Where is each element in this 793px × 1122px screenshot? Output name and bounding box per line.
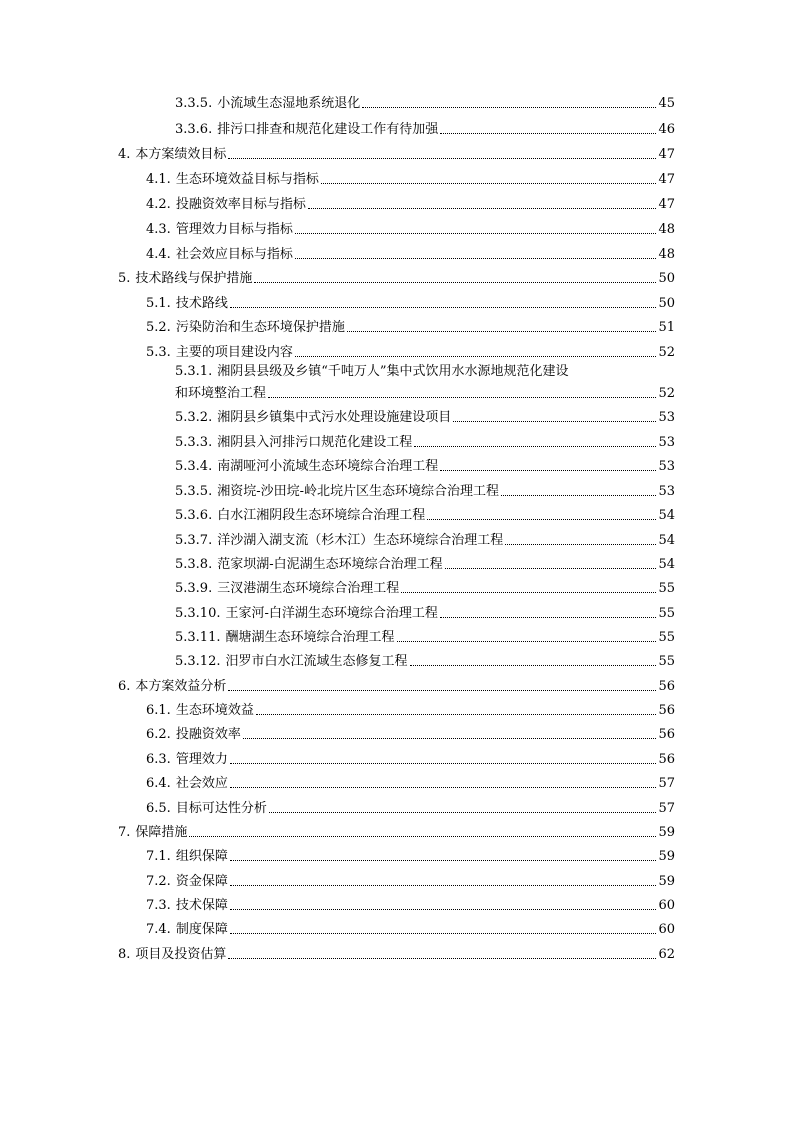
toc-page-number: 59 bbox=[658, 825, 675, 840]
toc-page-number: 56 bbox=[658, 703, 675, 718]
toc-title: 社会效应 bbox=[175, 776, 228, 791]
toc-page-number: 55 bbox=[658, 630, 675, 645]
toc-title: 技术保障 bbox=[175, 898, 228, 913]
toc-entry-6[interactable] bbox=[118, 675, 675, 695]
toc-title: 本方案绩效目标 bbox=[135, 147, 227, 162]
toc-title: 白水江湘阴段生态环境综合治理工程 bbox=[217, 508, 426, 523]
dot-leader bbox=[453, 421, 656, 422]
toc-entry-5-3-12[interactable] bbox=[175, 650, 675, 670]
toc-page-number: 59 bbox=[658, 849, 675, 864]
toc-number: 5.3.9. bbox=[175, 581, 213, 596]
toc-page-number: 52 bbox=[658, 386, 675, 401]
toc-number: 3.3.6. bbox=[175, 122, 213, 137]
toc-title: 本方案效益分析 bbox=[135, 679, 227, 694]
toc-number: 5.3.2. bbox=[175, 410, 213, 425]
dot-leader bbox=[230, 787, 657, 788]
toc-number: 5.3.12. bbox=[175, 654, 221, 669]
toc-page-number: 48 bbox=[658, 222, 675, 237]
toc-number: 4. bbox=[118, 147, 131, 162]
dot-leader bbox=[501, 495, 656, 496]
toc-entry-5-3-10[interactable] bbox=[175, 602, 675, 622]
toc-title: 排污口排查和规范化建设工作有待加强 bbox=[217, 122, 439, 137]
dot-leader bbox=[230, 909, 657, 910]
toc-title: 保障措施 bbox=[135, 825, 188, 840]
toc-page-number: 60 bbox=[658, 922, 675, 937]
toc-entry-7-4[interactable] bbox=[146, 918, 675, 938]
toc-page-number: 47 bbox=[658, 172, 675, 187]
toc-entry-5-3-3[interactable] bbox=[175, 431, 675, 451]
toc-number: 5.3.10. bbox=[175, 606, 221, 621]
toc-page-number: 47 bbox=[658, 147, 675, 162]
toc-number: 6.5. bbox=[146, 801, 171, 816]
toc-page-number: 52 bbox=[658, 345, 675, 360]
toc-title-continuation: 和环境整治工程 bbox=[175, 386, 267, 401]
toc-entry-5-3[interactable] bbox=[146, 341, 675, 361]
toc-page-number: 54 bbox=[658, 508, 675, 523]
toc-page-number: 53 bbox=[658, 484, 675, 499]
toc-entry-6-5[interactable] bbox=[146, 797, 675, 817]
toc-title: 制度保障 bbox=[175, 922, 228, 937]
toc-page-number: 60 bbox=[658, 898, 675, 913]
toc-number: 5.3.1. bbox=[175, 364, 213, 379]
toc-entry-4-3[interactable] bbox=[146, 218, 675, 238]
toc-number: 7.3. bbox=[146, 898, 171, 913]
toc-page-number: 56 bbox=[658, 727, 675, 742]
toc-page-number: 48 bbox=[658, 247, 675, 262]
toc-entry-8[interactable] bbox=[118, 943, 675, 963]
toc-number: 6.1. bbox=[146, 703, 171, 718]
toc-number: 7.1. bbox=[146, 849, 171, 864]
toc-entry-5-1[interactable] bbox=[146, 292, 675, 312]
toc-entry-5-3-1-line2[interactable] bbox=[175, 382, 675, 402]
toc-page-number: 62 bbox=[658, 947, 675, 962]
toc-title: 王家河-白洋湖生态环境综合治理工程 bbox=[225, 606, 438, 621]
toc-entry-7[interactable] bbox=[118, 821, 675, 841]
toc-number: 4.3. bbox=[146, 222, 171, 237]
toc-entry-6-4[interactable] bbox=[146, 772, 675, 792]
toc-entry-3-3-5[interactable] bbox=[175, 92, 675, 112]
dot-leader bbox=[295, 356, 657, 357]
toc-title: 管理效力 bbox=[175, 752, 228, 767]
toc-title: 汨罗市白水江流域生态修复工程 bbox=[225, 654, 408, 669]
toc-page-number: 57 bbox=[658, 776, 675, 791]
toc-number: 4.1. bbox=[146, 172, 171, 187]
toc-page-number: 55 bbox=[658, 606, 675, 621]
toc-entry-5-3-8[interactable] bbox=[175, 553, 675, 573]
toc-number: 5.3.4. bbox=[175, 459, 213, 474]
toc-title: 目标可达性分析 bbox=[175, 801, 267, 816]
dot-leader bbox=[308, 208, 657, 209]
toc-number: 7. bbox=[118, 825, 131, 840]
toc-number: 6. bbox=[118, 679, 131, 694]
toc-entry-5-3-11[interactable] bbox=[175, 626, 675, 646]
dot-leader bbox=[362, 107, 656, 108]
toc-number: 6.3. bbox=[146, 752, 171, 767]
toc-title: 湘阴县乡镇集中式污水处理设施建设项目 bbox=[217, 410, 452, 425]
toc-page-number: 46 bbox=[658, 122, 675, 137]
toc-number: 6.2. bbox=[146, 727, 171, 742]
toc-entry-4[interactable] bbox=[118, 143, 675, 163]
toc-page-number: 54 bbox=[658, 557, 675, 572]
toc-title: 生态环境效益目标与指标 bbox=[175, 172, 319, 187]
toc-entry-5-2[interactable] bbox=[146, 316, 675, 336]
dot-leader bbox=[268, 397, 656, 398]
toc-number: 5.3.7. bbox=[175, 533, 213, 548]
toc-page-number: 47 bbox=[658, 197, 675, 212]
dot-leader bbox=[254, 282, 656, 283]
toc-page-number: 53 bbox=[658, 459, 675, 474]
toc-number: 3.3.5. bbox=[175, 96, 213, 111]
toc-number: 8. bbox=[118, 947, 131, 962]
dot-leader bbox=[427, 519, 656, 520]
toc-number: 5.3.3. bbox=[175, 435, 213, 450]
dot-leader bbox=[321, 183, 657, 184]
toc-title: 主要的项目建设内容 bbox=[175, 345, 293, 360]
dot-leader bbox=[189, 836, 656, 837]
toc-title: 洋沙湖入湖支流（杉木江）生态环境综合治理工程 bbox=[217, 533, 504, 548]
dot-leader bbox=[347, 331, 657, 332]
toc-entry-5-3-7[interactable] bbox=[175, 529, 675, 549]
toc-number: 5.3.11. bbox=[175, 630, 221, 645]
dot-leader bbox=[401, 592, 656, 593]
toc-page-number: 55 bbox=[658, 581, 675, 596]
toc-entry-4-1[interactable] bbox=[146, 168, 675, 188]
dot-leader bbox=[243, 738, 657, 739]
toc-title: 酬塘湖生态环境综合治理工程 bbox=[225, 630, 395, 645]
toc-title: 湘阴县入河排污口规范化建设工程 bbox=[217, 435, 413, 450]
dot-leader bbox=[228, 158, 656, 159]
toc-number: 5.2. bbox=[146, 320, 171, 335]
toc-number: 5. bbox=[118, 271, 131, 286]
dot-leader bbox=[445, 568, 657, 569]
toc-title: 管理效力目标与指标 bbox=[175, 222, 293, 237]
dot-leader bbox=[230, 307, 657, 308]
toc-title: 南湖哑河小流域生态环境综合治理工程 bbox=[217, 459, 439, 474]
toc-number: 6.4. bbox=[146, 776, 171, 791]
dot-leader bbox=[228, 690, 656, 691]
toc-entry-3-3-6[interactable] bbox=[175, 118, 675, 138]
toc-title: 小流域生态湿地系统退化 bbox=[217, 96, 361, 111]
toc-number: 5.3. bbox=[146, 345, 171, 360]
toc-page-number: 53 bbox=[658, 410, 675, 425]
dot-leader bbox=[295, 233, 657, 234]
dot-leader bbox=[269, 812, 657, 813]
toc-title: 三汊港湖生态环境综合治理工程 bbox=[217, 581, 400, 596]
dot-leader bbox=[440, 617, 657, 618]
toc-number: 5.3.5. bbox=[175, 484, 213, 499]
toc-entry-5-3-1-line1[interactable] bbox=[175, 360, 675, 380]
toc-entry-6-3[interactable] bbox=[146, 748, 675, 768]
toc-entry-4-2[interactable] bbox=[146, 193, 675, 213]
toc-title: 生态环境效益 bbox=[175, 703, 254, 718]
toc-title: 社会效应目标与指标 bbox=[175, 247, 293, 262]
toc-title: 范家坝湖-白泥湖生态环境综合治理工程 bbox=[217, 557, 443, 572]
toc-number: 5.1. bbox=[146, 296, 171, 311]
toc-entry-7-1[interactable] bbox=[146, 845, 675, 865]
dot-leader bbox=[230, 763, 657, 764]
toc-page-number: 45 bbox=[658, 96, 675, 111]
toc-title: 组织保障 bbox=[175, 849, 228, 864]
dot-leader bbox=[295, 258, 657, 259]
dot-leader bbox=[440, 470, 656, 471]
toc-title: 投融资效率 bbox=[175, 727, 241, 742]
toc-title: 投融资效率目标与指标 bbox=[175, 197, 306, 212]
toc-page-number: 54 bbox=[658, 533, 675, 548]
toc-title: 湘资垸-沙田垸-岭北垸片区生态环境综合治理工程 bbox=[217, 484, 500, 499]
toc-number: 7.4. bbox=[146, 922, 171, 937]
toc-entry-5-3-9[interactable] bbox=[175, 577, 675, 597]
toc-title: 技术路线 bbox=[175, 296, 228, 311]
toc-title: 湘阴县县级及乡镇“千吨万人”集中式饮用水水源地规范化建设 bbox=[217, 364, 569, 379]
dot-leader bbox=[230, 885, 657, 886]
toc-title: 项目及投资估算 bbox=[135, 947, 227, 962]
toc-title: 污染防治和生态环境保护措施 bbox=[175, 320, 345, 335]
toc-title: 技术路线与保护措施 bbox=[135, 271, 253, 286]
toc-entry-7-2[interactable] bbox=[146, 870, 675, 890]
toc-entry-5[interactable] bbox=[118, 267, 675, 287]
toc-entry-5-3-6[interactable] bbox=[175, 504, 675, 524]
toc-page-number: 57 bbox=[658, 801, 675, 816]
dot-leader bbox=[440, 133, 656, 134]
toc-number: 5.3.8. bbox=[175, 557, 213, 572]
dot-leader bbox=[230, 933, 657, 934]
toc-number: 4.4. bbox=[146, 247, 171, 262]
toc-page-number: 56 bbox=[658, 679, 675, 694]
toc-page-number: 59 bbox=[658, 874, 675, 889]
toc-number: 4.2. bbox=[146, 197, 171, 212]
dot-leader bbox=[256, 714, 657, 715]
toc-page-number: 55 bbox=[658, 654, 675, 669]
dot-leader bbox=[505, 544, 656, 545]
toc-page-number: 56 bbox=[658, 752, 675, 767]
toc-page-number: 50 bbox=[658, 296, 675, 311]
toc-entry-5-3-4[interactable] bbox=[175, 455, 675, 475]
toc-entry-5-3-5[interactable] bbox=[175, 480, 675, 500]
toc-page-number: 53 bbox=[658, 435, 675, 450]
toc-entry-7-3[interactable] bbox=[146, 894, 675, 914]
toc-entry-6-2[interactable] bbox=[146, 723, 675, 743]
toc-entry-6-1[interactable] bbox=[146, 699, 675, 719]
dot-leader bbox=[228, 958, 656, 959]
dot-leader bbox=[230, 860, 657, 861]
toc-entry-4-4[interactable] bbox=[146, 243, 675, 263]
dot-leader bbox=[410, 665, 657, 666]
toc-number: 7.2. bbox=[146, 874, 171, 889]
toc-entry-5-3-2[interactable] bbox=[175, 406, 675, 426]
toc-page-number: 50 bbox=[658, 271, 675, 286]
toc-number: 5.3.6. bbox=[175, 508, 213, 523]
toc-title: 资金保障 bbox=[175, 874, 228, 889]
toc-page-number: 51 bbox=[658, 320, 675, 335]
dot-leader bbox=[397, 641, 657, 642]
dot-leader bbox=[414, 446, 656, 447]
